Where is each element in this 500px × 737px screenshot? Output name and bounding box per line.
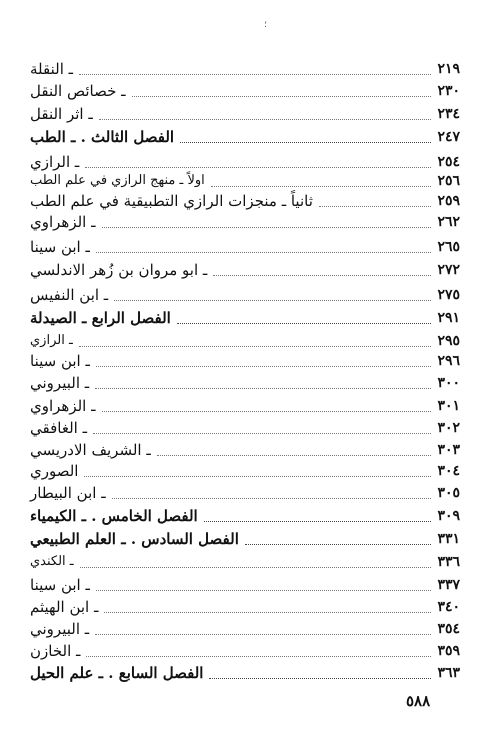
toc-entry-row xyxy=(30,372,460,394)
dot-leader xyxy=(209,678,431,679)
dot-leader xyxy=(79,74,431,75)
toc-entry-title: اولاً ـ منهج الرازي في علم الطب xyxy=(30,173,205,188)
dot-leader xyxy=(157,455,432,456)
dot-leader xyxy=(95,388,431,389)
toc-entry-page: ٣٠٩ xyxy=(437,508,460,524)
toc-entry-row xyxy=(30,259,460,281)
dot-leader xyxy=(204,521,432,522)
toc-entry-title: ـ ابن سينا xyxy=(30,576,90,594)
toc-entry-title: الفصل السادس . ـ العلم الطبيعي xyxy=(30,530,239,548)
toc-entry-title: الفصل الرابع ـ الصيدلة xyxy=(30,309,171,327)
dot-leader xyxy=(213,275,431,276)
dot-leader xyxy=(80,567,432,568)
toc-entry-page: ٣٠٢ xyxy=(437,420,460,436)
toc-entry-title: ـ ابن الهيثم xyxy=(30,598,99,616)
toc-entry-row xyxy=(30,284,460,306)
toc-entry-row xyxy=(30,640,460,662)
dot-leader xyxy=(114,300,431,301)
top-mark: ؛ xyxy=(264,20,267,30)
dot-leader xyxy=(112,498,432,499)
dot-leader xyxy=(177,323,432,324)
dot-leader xyxy=(86,656,431,657)
toc-entry-title: ثانياً ـ منجزات الرازي التطبيقية في علم الطب xyxy=(30,192,313,210)
toc-chapter-row xyxy=(30,126,460,148)
toc-entry-row xyxy=(30,170,460,192)
toc-entry-row xyxy=(30,211,460,233)
toc-entry-page: ٣٣١ xyxy=(437,531,460,547)
toc-entry-row xyxy=(30,417,460,439)
toc-entry-page: ٢٣٠ xyxy=(437,83,460,99)
toc-entry-page: ٣٤٠ xyxy=(437,599,460,615)
toc-entry-title: ـ الرازي xyxy=(30,153,80,171)
toc-entry-page: ٢٦٥ xyxy=(437,239,460,255)
toc-entry-row xyxy=(30,103,460,125)
toc-chapter-row xyxy=(30,505,460,527)
toc-entry-title: الفصل الثالث . ـ الطب xyxy=(30,128,175,146)
dot-leader xyxy=(102,411,432,412)
dot-leader xyxy=(99,119,432,120)
dot-leader xyxy=(211,186,432,187)
toc-entry-page: ٢٩٥ xyxy=(437,333,460,349)
toc-entry-page: ٢٧٢ xyxy=(437,262,460,278)
toc-entry-title: الفصل الخامس . ـ الكيمياء xyxy=(30,507,198,525)
toc-entry-page: ٢٩١ xyxy=(437,310,460,326)
dot-leader xyxy=(102,227,432,228)
toc-entry-row xyxy=(30,330,460,352)
toc-entry-page: ٣٠٣ xyxy=(437,442,460,458)
toc-entry-title: ـ الشريف الادريسي xyxy=(30,441,151,459)
toc-entry-title: ـ ابن سينا xyxy=(30,238,90,256)
toc-entry-title: ـ البيروني xyxy=(30,374,90,392)
toc-entry-title: ـ ابن البيطار xyxy=(30,484,106,502)
toc-chapter-row xyxy=(30,307,460,329)
toc-entry-row xyxy=(30,236,460,258)
toc-entry-row xyxy=(30,596,460,618)
toc-entry-title: ـ ابن سينا xyxy=(30,352,90,370)
dot-leader xyxy=(96,252,432,253)
toc-entry-row xyxy=(30,80,460,102)
toc-entry-row xyxy=(30,618,460,640)
dot-leader xyxy=(104,612,431,613)
toc-entry-page: ٣٠٥ xyxy=(437,485,460,501)
toc-entry-title: الفصل السابع . ـ علم الحيل xyxy=(30,664,204,682)
toc-entry-row xyxy=(30,58,460,80)
toc-entry-row xyxy=(30,190,460,212)
toc-entry-title: ـ ابن النفيس xyxy=(30,286,109,304)
toc-entry-page: ٣٥٩ xyxy=(437,643,460,659)
toc-entry-page: ٢٦٢ xyxy=(437,214,460,230)
toc-chapter-row xyxy=(30,662,460,684)
toc-entry-page: ٢٥٩ xyxy=(437,193,460,209)
toc-entry-row xyxy=(30,574,460,596)
toc-entry-row xyxy=(30,395,460,417)
toc-entry-page: ٢١٩ xyxy=(437,61,460,77)
toc-entry-title: ـ الكندي xyxy=(30,554,74,569)
toc-entry-page: ٣٥٤ xyxy=(437,621,460,637)
toc-entry-page: ٢٤٧ xyxy=(437,129,460,145)
dot-leader xyxy=(180,142,431,143)
toc-entry-title: ـ الرازي xyxy=(30,333,73,348)
toc-entry-title: ـ البيروني xyxy=(30,620,90,638)
toc-entry-row xyxy=(30,350,460,372)
toc-entry-row xyxy=(30,439,460,461)
toc-entry-page: ٢٩٦ xyxy=(437,353,460,369)
page-number: ٥٨٨ xyxy=(406,692,431,710)
toc-entry-page: ٣٣٦ xyxy=(437,554,460,570)
toc-chapter-row xyxy=(30,528,460,550)
dot-leader xyxy=(319,206,432,207)
toc-entry-row xyxy=(30,460,460,482)
dot-leader xyxy=(84,476,431,477)
toc-entry-page: ٣٠٠ xyxy=(437,375,460,391)
dot-leader xyxy=(245,544,432,545)
toc-entry-row xyxy=(30,551,460,573)
dot-leader xyxy=(93,433,431,434)
toc-entry-page: ٢٥٦ xyxy=(437,173,460,189)
toc-entry-row xyxy=(30,482,460,504)
toc-entry-title: ـ الزهراوي xyxy=(30,397,96,415)
toc-entry-page: ٢٧٥ xyxy=(437,287,460,303)
toc-entry-title: ـ النقلة xyxy=(30,60,74,78)
toc-entry-title: ـ ابو مروان بن زُهر الاندلسي xyxy=(30,261,208,279)
dot-leader xyxy=(132,96,432,97)
toc-entry-page: ٢٥٤ xyxy=(437,154,460,170)
toc-entry-page: ٢٣٤ xyxy=(437,106,460,122)
toc-entry-title: ـ خصائص النقل xyxy=(30,82,126,100)
dot-leader xyxy=(96,366,432,367)
dot-leader xyxy=(96,590,432,591)
toc-entry-page: ٣٠٤ xyxy=(437,463,460,479)
toc-entry-title: الصوري xyxy=(30,462,79,480)
toc-entry-title: ـ الغافقي xyxy=(30,419,87,437)
dot-leader xyxy=(79,346,432,347)
toc-entry-page: ٣٦٣ xyxy=(437,665,460,681)
toc-entry-title: ـ اثر النقل xyxy=(30,105,93,123)
dot-leader xyxy=(95,634,431,635)
toc-entry-title: ـ الخازن xyxy=(30,642,81,660)
toc-entry-page: ٣٣٧ xyxy=(437,577,460,593)
toc-entry-title: ـ الزهراوي xyxy=(30,213,96,231)
toc-entry-page: ٣٠١ xyxy=(437,398,460,414)
dot-leader xyxy=(85,167,431,168)
